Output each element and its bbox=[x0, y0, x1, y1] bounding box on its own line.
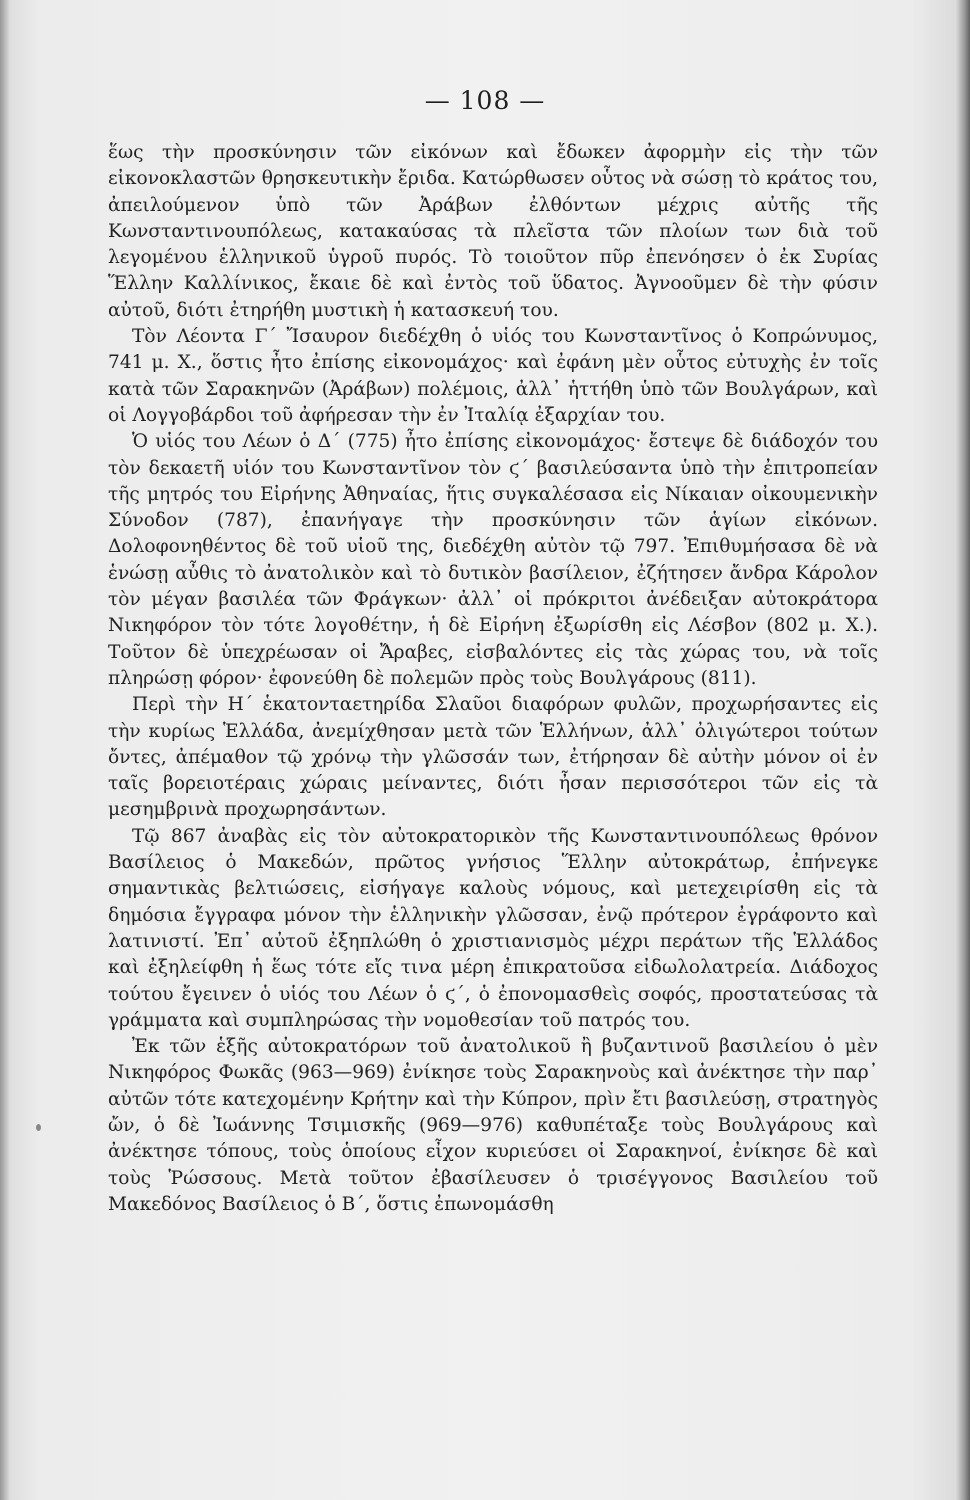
page-number: — 108 — bbox=[424, 86, 546, 115]
paragraph: Ὁ υἱός του Λέων ὁ Δ´ (775) ἦτο ἐπίσης εἰκονομάχος· ἔστεψε δὲ διάδοχόν του τὸν δεκαετῆ υἱόν του Κωνσταντῖνον τὸν ϛ´ βασιλεύσαντα ὑπὸ τὴν ἐπιτροπείαν τῆς μητρός του Εἰρήνης Ἀθηναίας, ἥτις συγκαλέσασα εἰς Νίκαιαν οἰκουμενικὴν Σύνοδον (787), ἐπανήγαγε τὴν προσκύνησιν τῶν ἁγίων εἰκόνων. Δολοφονηθέντος δὲ τοῦ υἱοῦ της, διεδέχθη αὐτὸν τῷ 797. Ἐπιθυμήσασα δὲ νὰ ἑνώσῃ αὖθις τὸ ἀνατολικὸν καὶ τὸ δυτικὸν βασίλειον, ἐζήτησεν ἄνδρα Κάρολον τὸν μέγαν βασιλέα τῶν Φράγκων· ἀλλ᾽ οἱ πρόκριτοι ἀνέδειξαν αὐτοκράτορα Νικηφόρον τὸν τότε λογοθέτην, ἡ δὲ Εἰρήνη ἐξωρίσθη εἰς Λέσβον (802 μ. Χ.). Τοῦτον δὲ ὑπεχρέωσαν οἱ Ἄραβες, εἰσβαλόντες εἰς τὰς χώρας του, νὰ τοῖς πληρώσῃ φόρον· ἐφονεύθη δὲ πολεμῶν πρὸς τοὺς Βουλγάρους (811). bbox=[108, 431, 878, 689]
paragraph: Ἐκ τῶν ἑξῆς αὐτοκρατόρων τοῦ ἀνατολικοῦ ἢ βυζαντινοῦ βασιλείου ὁ μὲν Νικηφόρος Φωκᾶς (963—969) ἐνίκησε τοὺς Σαρακηνοὺς καὶ ἀνέκτησε τὴν παρ᾽ αὐτῶν τότε κατεχομένην Κρήτην καὶ τὴν Κύπρον, πρὶν ἔτι βασιλεύσῃ, στρατηγὸς ὤν, ὁ δὲ Ἰωάννης Τσιμισκῆς (969—976) καθυπέταξε τοὺς Βουλγάρους καὶ ἀνέκτησε τόπους, τοὺς ὁποίους εἶχον κυριεύσει οἱ Σαρακηνοί, ἐνίκησε δὲ καὶ τοὺς Ῥώσσους. Μετὰ τοῦτον ἐβασίλευσεν ὁ τρισέγγονος Βασιλείου τοῦ Μακεδόνος Βασίλειος ὁ Β´, ὅστις ἐπωνομάσθη bbox=[108, 1036, 878, 1215]
paragraph: ἕως τὴν προσκύνησιν τῶν εἰκόνων καὶ ἔδωκεν ἀφορμὴν εἰς τὴν τῶν εἰκονοκλαστῶν θρησκευτικὴν ἔριδα. Κατώρθωσεν οὗτος νὰ σώσῃ τὸ κράτος του, ἀπειλούμενον ὑπὸ τῶν Ἀράβων ἐλθόντων μέχρις αὐτῆς τῆς Κωνσταντινουπόλεως, κατακαύσας τὰ πλεῖστα τῶν πλοίων των διὰ τοῦ λεγομένου ἑλληνικοῦ ὑγροῦ πυρός. Τὸ τοιοῦτον πῦρ ἐπενόησεν ὁ ἐκ Συρίας Ἕλλην Καλλίνικος, ἔκαιε δὲ καὶ ἐντὸς τοῦ ὕδατος. Ἀγνοοῦμεν δὲ τὴν φύσιν αὐτοῦ, διότι ἐτηρήθη μυστικὴ ἡ κατασκευή του. bbox=[108, 142, 878, 321]
paper-speck bbox=[36, 1124, 41, 1131]
page-shadow-left bbox=[0, 0, 10, 1500]
page-shadow-right bbox=[956, 0, 970, 1500]
paragraph: Περὶ τὴν Η´ ἑκατονταετηρίδα Σλαῦοι διαφόρων φυλῶν, προχωρήσαντες εἰς τὴν κυρίως Ἑλλάδα, ἀνεμίχθησαν μετὰ τῶν Ἑλλήνων, ἀλλ᾽ ὀλιγώτεροι τούτων ὄντες, ἀπέμαθον τῷ χρόνῳ τὴν γλῶσσάν των, ἐτήρησαν δὲ αὐτὴν μόνον οἱ ἐν ταῖς βορειοτέραις χώραις μείναντες, διότι ἦσαν περισσότεροι τῶν εἰς τὰ μεσημβρινὰ προχωρησάντων. bbox=[108, 694, 878, 821]
body-text bbox=[108, 140, 878, 1218]
paragraph: Τὸν Λέοντα Γ´ Ἴσαυρον διεδέχθη ὁ υἱός του Κωνσταντῖνος ὁ Κοπρώνυμος, 741 μ. Χ., ὅστις ἦτο ἐπίσης εἰκονομάχος· καὶ ἐφάνη μὲν οὗτος εὐτυχὴς ἐν τοῖς κατὰ τῶν Σαρακηνῶν (Ἀράβων) πολέμοις, ἀλλ᾽ ἡττήθη ὑπὸ τῶν Βουλγάρων, καὶ οἱ Λογγοβάρδοι τοῦ ἀφήρεσαν τὴν ἐν Ἰταλίᾳ ἐξαρχίαν του. bbox=[108, 326, 878, 426]
paragraph: Τῷ 867 ἀναβὰς εἰς τὸν αὐτοκρατορικὸν τῆς Κωνσταντινουπόλεως θρόνον Βασίλειος ὁ Μακεδών, πρῶτος γνήσιος Ἕλλην αὐτοκράτωρ, ἐπήνεγκε σημαντικὰς βελτιώσεις, εἰσήγαγε καλοὺς νόμους, καὶ μετεχειρίσθη εἰς τὰ δημόσια ἔγγραφα μόνον τὴν ἑλληνικὴν γλῶσσαν, ἐνῷ πρότερον ἐγράφοντο καὶ λατινιστί. Ἐπ᾽ αὐτοῦ ἐξηπλώθη ὁ χριστιανισμὸς μέχρι περάτων τῆς Ἑλλάδος καὶ ἐξηλείφθη ἡ ἕως τότε εἴς τινα μέρη ἐπικρατοῦσα εἰδωλολατρεία. Διάδοχος τούτου ἔγεινεν ὁ υἱός του Λέων ὁ ϛ´, ὁ ἐπονομασθεὶς σοφός, προστατεύσας τὰ γράμματα καὶ συμπληρώσας τὴν νομοθεσίαν τοῦ πατρός του. bbox=[108, 825, 878, 1031]
